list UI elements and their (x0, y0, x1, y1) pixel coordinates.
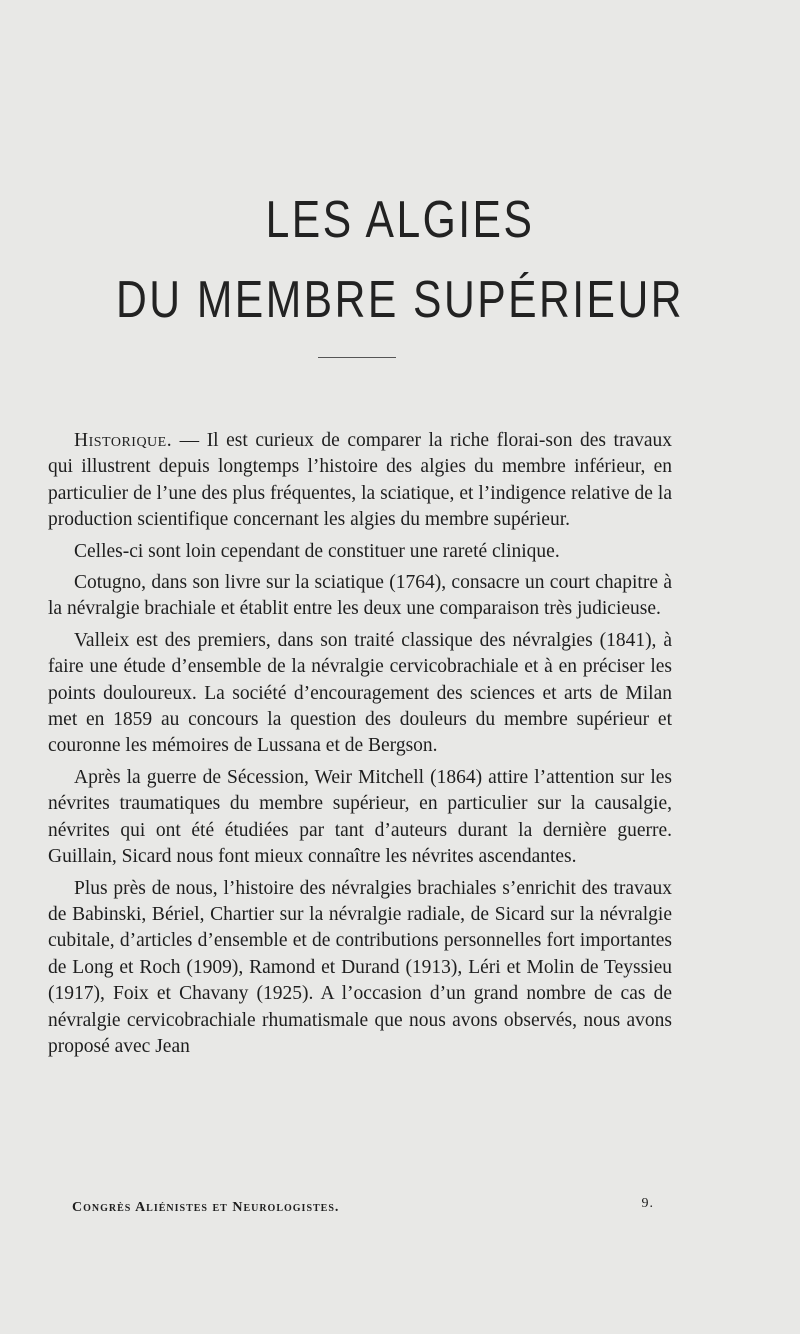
title-line-2: DU MEMBRE SUPÉRIEUR (116, 271, 684, 329)
footer-publication: Congrès Aliénistes et Neurologistes. (72, 1200, 340, 1215)
page-footer (72, 1196, 662, 1216)
body-text (48, 428, 672, 1065)
paragraph: Après la guerre de Sécession, Weir Mitchell (1864) attire l’attention sur les névrites traumatiques du membre supérieur, en particulier sur la causalgie, névrites qui ont été étudiées par tant d’auteurs durant la dernière guerre. Guillain, Sicard nous font mieux connaître les névrites ascendantes. (48, 766, 672, 868)
paragraph: Valleix est des premiers, dans son traité classique des névralgies (1841), à faire une étude d’ensemble de la névralgie cervicobrachiale et à en préciser les points douloureux. La société d’encouragement des sciences et arts de Milan met en 1859 au concours la question des douleurs du membre supérieur et couronne les mémoires de Lussana et de Bergson. (48, 629, 672, 757)
title-divider (318, 357, 396, 358)
paragraph: Celles-ci sont loin cependant de constituer une rareté clinique. (74, 540, 560, 562)
section-lead: Historique. (74, 430, 173, 451)
paragraph-historique (48, 428, 672, 534)
paragraph-text: — Il est curieux de comparer la riche florai-son des travaux qui illustrent depuis longtemps l’histoire des algies du membre inférieur, en particulier de l’une des plus fréquentes, la sciatique, et l’indigence relative de la production scientifique concernant les algies du membre supérieur. (48, 430, 672, 531)
paragraph: Cotugno, dans son livre sur la sciatique (1764), consacre un court chapitre à la névralgie brachiale et établit entre les deux une comparaison très judicieuse. (48, 572, 672, 620)
paragraph: Plus près de nous, l’histoire des névralgies brachiales s’enrichit des travaux de Babinski, Bériel, Chartier sur la névralgie radiale, de Sicard sur la névralgie cubitale, d’articles d’ensemble et de contributions personnelles fort importantes de Long et Roch (1909), Ramond et Durand (1913), Léri et Molin de Teyssieu (1917), Foix et Chavany (1925). A l’occasion d’un grand nombre de cas de névralgie cervicobrachiale rhumatismale que nous avons observés, nous avons proposé avec Jean (48, 877, 672, 1057)
title-line-1: LES ALGIES (265, 191, 535, 249)
page-number: 9. (641, 1196, 654, 1211)
